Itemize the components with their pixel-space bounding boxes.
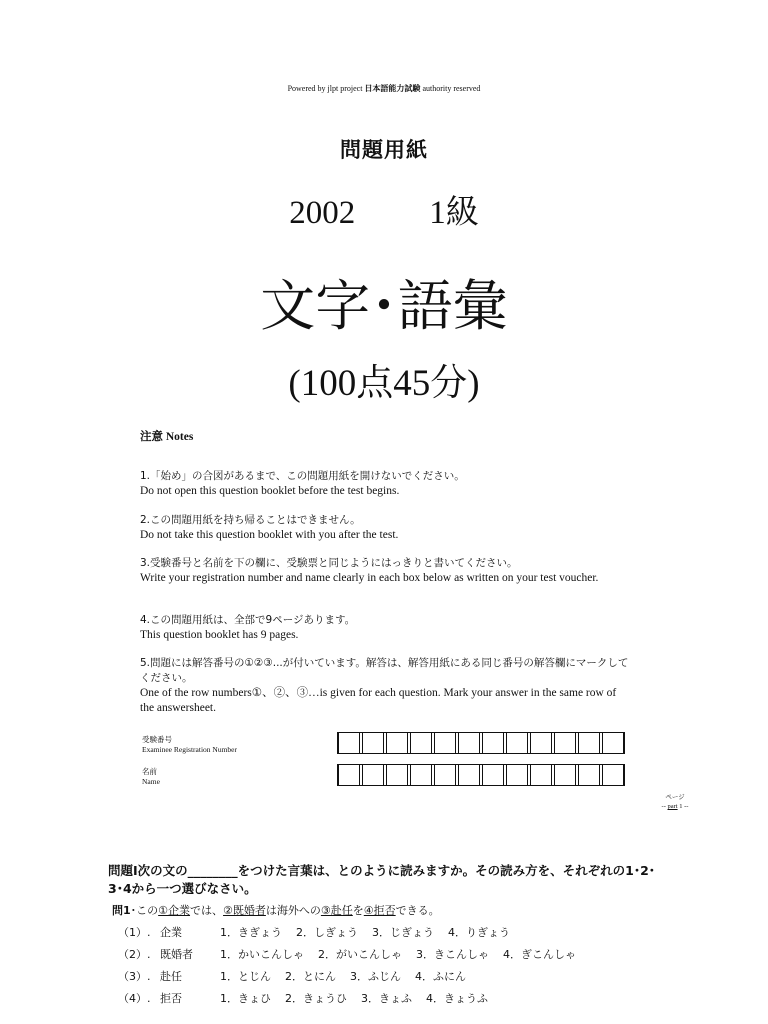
answer-option[interactable]: 3．きょふ — [361, 992, 412, 1005]
note-en: Do not open this question booklet before the test begins. — [140, 485, 400, 497]
answer-option[interactable]: 2．とにん — [285, 970, 336, 983]
registration-label-jp: 受験番号 — [142, 735, 172, 744]
answer-row-word: 企業 — [160, 926, 182, 939]
name-char-box[interactable] — [434, 765, 456, 785]
underlined-word: ②既婚者 — [223, 904, 266, 917]
registration-digit-box[interactable] — [530, 733, 552, 753]
underlined-word: ①企業 — [158, 904, 191, 917]
name-char-box[interactable] — [386, 765, 408, 785]
answer-option[interactable]: 1．かいこんしゃ — [220, 948, 304, 961]
note-en: One of the row numbers①、②、③…is given for each question. Mark your answer in the same row of the answersheet. — [140, 687, 617, 714]
answer-row-number: （3）. — [118, 970, 151, 983]
exam-level: 1級 — [429, 195, 479, 231]
note-en: Write your registration number and name clearly in each box below as written on your test voucher. — [140, 572, 599, 584]
answer-row-number: （4）. — [118, 992, 151, 1005]
exam-year: 2002 — [289, 195, 356, 231]
name-char-box[interactable] — [338, 765, 360, 785]
answer-option[interactable]: 1．とじん — [220, 970, 271, 983]
name-char-box[interactable] — [482, 765, 504, 785]
answer-row-word: 赴任 — [160, 970, 182, 983]
answer-option[interactable]: 2．きょうひ — [285, 992, 347, 1005]
page-number: -- part 1 -- — [661, 803, 689, 810]
notes-heading: 注意 Notes — [140, 431, 194, 443]
answer-option[interactable]: 1．きぎょう — [220, 926, 282, 939]
note-item — [140, 656, 630, 716]
registration-digit-box[interactable] — [602, 733, 624, 753]
powered-suffix: authority reserved — [422, 84, 481, 93]
name-char-box[interactable] — [410, 765, 432, 785]
registration-digit-box[interactable] — [338, 733, 360, 753]
note-item — [140, 556, 630, 586]
note-jp: 2.この問題用紙を持ち帰ることはできません。 — [140, 514, 361, 526]
answer-row-number: （2）. — [118, 948, 151, 961]
underlined-word: ④拒否 — [363, 904, 396, 917]
note-jp: 3.受験番号と名前を下の欄に、受験票と同じようにはっきりと書いてください。 — [140, 557, 518, 569]
name-char-box[interactable] — [554, 765, 576, 785]
registration-digit-box[interactable] — [554, 733, 576, 753]
answer-row — [118, 968, 480, 984]
score-time: (100点45分) — [288, 363, 480, 404]
year-level — [0, 186, 768, 233]
note-jp: 5.問題には解答番号の①②③...が付いています。解答は、解答用紙にある同じ番号の解答欄にマークしてください。 — [140, 657, 629, 684]
answer-option[interactable]: 4．りぎょう — [448, 926, 510, 939]
note-item — [140, 469, 630, 499]
answer-option[interactable]: 2．しぎょう — [296, 926, 358, 939]
question-label: 問1 — [112, 904, 131, 917]
note-item — [140, 513, 630, 543]
answer-row — [118, 946, 590, 962]
note-en: Do not take this question booklet with you after the test. — [140, 529, 399, 541]
answer-option[interactable]: 4．ぎこんしゃ — [503, 948, 576, 961]
answer-option[interactable]: 2．がいこんしゃ — [318, 948, 402, 961]
powered-brand: 日本語能力試験 — [364, 84, 421, 93]
name-label-jp: 名前 — [142, 767, 157, 776]
note-en: This question booklet has 9 pages. — [140, 629, 299, 641]
answer-option[interactable]: 1．きょひ — [220, 992, 271, 1005]
registration-digit-box[interactable] — [506, 733, 528, 753]
name-boxes[interactable] — [337, 764, 625, 786]
answer-option[interactable]: 3．じぎょう — [372, 926, 434, 939]
name-char-box[interactable] — [506, 765, 528, 785]
note-item — [140, 613, 630, 643]
question-sentence: 問1･この①企業では、②既婚者は海外への③赴任を④拒否できる。 — [112, 904, 440, 917]
name-label-en: Name — [142, 777, 160, 786]
page-marker-label: ページ — [665, 794, 685, 801]
name-char-box[interactable] — [458, 765, 480, 785]
name-char-box[interactable] — [362, 765, 384, 785]
registration-digit-box[interactable] — [458, 733, 480, 753]
answer-option[interactable]: 3．きこんしゃ — [416, 948, 489, 961]
powered-prefix: Powered by jlpt project — [287, 84, 363, 93]
registration-digit-box[interactable] — [578, 733, 600, 753]
section-title: 文字･語彙 — [260, 274, 508, 338]
question-instruction: 問題Ⅰ次の文の________をつけた言葉は、とのように読みますか。その読み方を、それぞれの1･2･3･4から一つ選びなさい。 — [108, 863, 656, 896]
name-char-box[interactable] — [530, 765, 552, 785]
note-jp: 1.「始め」の合図があるまで、この問題用紙を開けないでください。 — [140, 470, 465, 482]
registration-digit-box[interactable] — [482, 733, 504, 753]
registration-number-boxes[interactable] — [337, 732, 625, 754]
answer-row — [118, 990, 502, 1006]
name-char-box[interactable] — [578, 765, 600, 785]
registration-digit-box[interactable] — [434, 733, 456, 753]
name-char-box[interactable] — [602, 765, 624, 785]
answer-row-number: （1）. — [118, 926, 151, 939]
name-label — [142, 767, 160, 787]
answer-option[interactable]: 3．ふじん — [350, 970, 401, 983]
page-part-link[interactable]: part — [667, 803, 678, 810]
registration-digit-box[interactable] — [410, 733, 432, 753]
booklet-title: 問題用紙 — [340, 138, 428, 162]
note-jp: 4.この問題用紙は、全部で9ページあります。 — [140, 614, 356, 626]
answer-option[interactable]: 4．ふにん — [415, 970, 466, 983]
powered-by-line — [0, 83, 768, 94]
registration-digit-box[interactable] — [362, 733, 384, 753]
answer-row-word: 拒否 — [160, 992, 182, 1005]
page-marker — [640, 793, 710, 811]
registration-digit-box[interactable] — [386, 733, 408, 753]
registration-label-en: Examinee Registration Number — [142, 745, 237, 754]
answer-row-word: 既婚者 — [160, 948, 193, 961]
registration-label — [142, 735, 237, 755]
answer-row — [118, 924, 524, 940]
underlined-word: ③赴任 — [320, 904, 353, 917]
answer-option[interactable]: 4．きょうふ — [426, 992, 488, 1005]
